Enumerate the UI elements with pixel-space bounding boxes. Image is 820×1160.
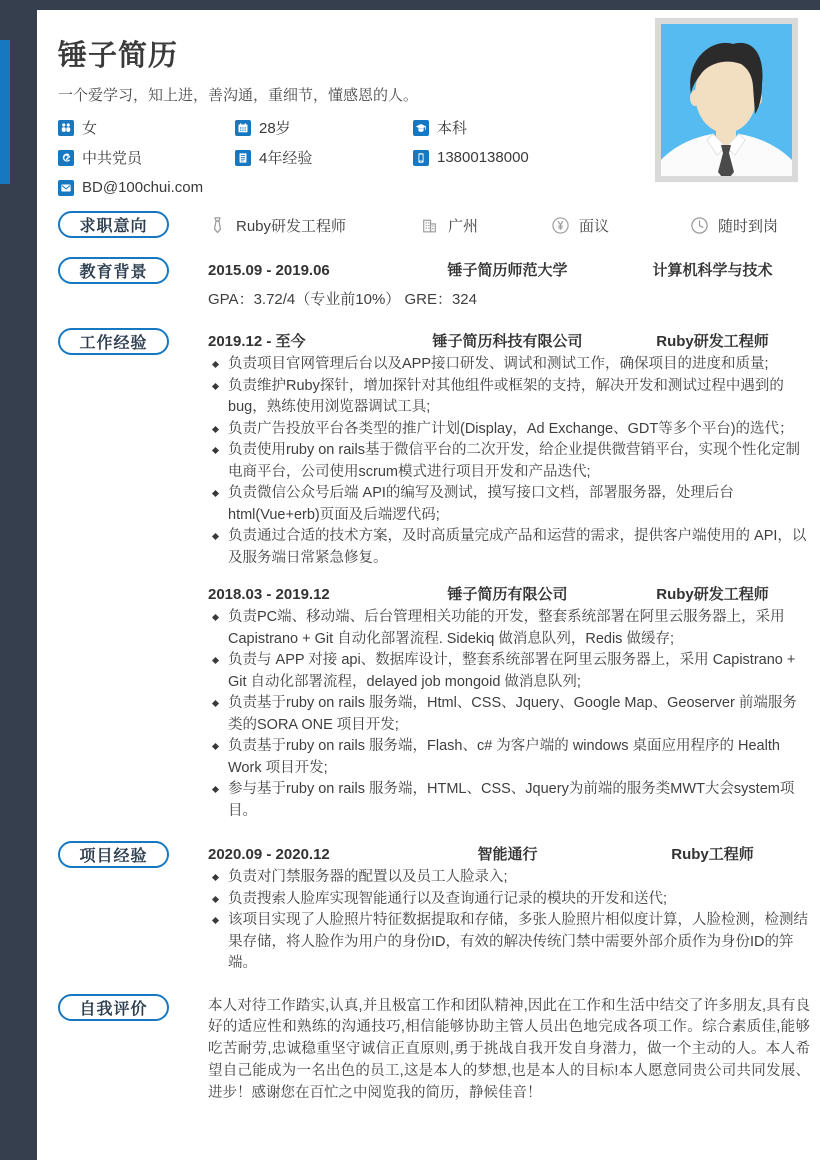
- info-political-status: [58, 148, 235, 167]
- candidate-tagline: 一个爱学习，知上进，善沟通，重细节，懂感恩的人。: [58, 87, 419, 104]
- section-title-project-experience: 项目经验: [58, 841, 169, 868]
- info-phone: [413, 148, 658, 167]
- salary-icon: [551, 216, 570, 235]
- resume-header: [58, 10, 810, 197]
- info-email: [58, 178, 235, 197]
- party-icon: [58, 150, 74, 166]
- intention-availability: [690, 215, 810, 236]
- work-bullet: 负责通过合适的技术方案，及时高质量完成产品和运营的需求，提供客户端使用的 API，以及服务端日常紧急修复。: [208, 526, 810, 569]
- section-title-education: 教育背景: [58, 257, 169, 284]
- candidate-name: 锤子简历: [58, 40, 179, 72]
- info-age: [235, 118, 413, 137]
- work-bullet-list: [208, 354, 810, 569]
- education-period: 2015.09 - 2019.06: [208, 262, 330, 279]
- project-bullet: 该项目实现了人脸照片特征数据提取和存储，多张人脸照片相似度计算，人脸检测，检测结果存储，将人脸作为用户的身份ID，有效的解决传统门禁中需要外部介质作为身份ID的笄端。: [208, 910, 810, 975]
- section-education: [58, 257, 810, 309]
- section-title-work-experience: 工作经验: [58, 328, 169, 355]
- project-name: 智能通行: [477, 846, 538, 863]
- profile-photo: [655, 18, 798, 182]
- project-bullet-list: [208, 867, 810, 975]
- intention-salary-label: 面议: [579, 218, 610, 235]
- basic-info-grid: [58, 118, 658, 197]
- intention-salary: [551, 215, 690, 236]
- work-entry: [208, 330, 810, 569]
- work-bullet: 负责PC端、移动端、后台管理相关功能的开发，整套系统部署在阿里云服务器上，采用 Capistrano + Git 自动化部署流程. Sidekiq 做消息队列，Redis 做缓存;: [208, 607, 810, 650]
- info-political-status-label: 中共党员: [82, 150, 143, 167]
- section-work-experience: [58, 328, 810, 822]
- work-bullet: 负责广告投放平台各类型的推广计划(Display，Ad Exchange、GDT等多个平台)的选代；: [208, 419, 810, 441]
- work-entry-header: [208, 330, 810, 351]
- work-company: 锤子简历有限公司: [447, 586, 568, 603]
- info-degree-label: 本科: [437, 120, 468, 137]
- project-bullet: 负责对门禁服务器的配置以及员工人脸录入;: [208, 867, 810, 889]
- section-self-evaluation: [58, 994, 810, 1105]
- work-entry: [208, 583, 810, 822]
- gender-icon: [58, 120, 74, 136]
- clock-icon: [690, 216, 709, 235]
- intention-position: [208, 215, 420, 236]
- education-entry-header: [208, 259, 810, 280]
- section-project-experience: [58, 841, 810, 975]
- intention-availability-label: 随时到岗: [718, 218, 779, 235]
- work-bullet: 负责微信公众号后端 API的编写及测试，摸写接口文档，部署服务器，处理后台html(Vue+erb)页面及后端逻代码;: [208, 483, 810, 526]
- info-experience-label: 4年经验: [259, 150, 313, 167]
- info-phone-label: 13800138000: [437, 149, 529, 166]
- education-detail: GPA：3.72/4（专业前10%） GRE：324: [208, 291, 477, 308]
- intention-city-label: 广州: [448, 218, 479, 235]
- work-bullet: 负责项目官网管理后台以及APP接口研发、调试和测试工作，确保项目的进度和质量;: [208, 354, 810, 376]
- info-age-label: 28岁: [259, 120, 291, 137]
- project-bullet: 负责搜索人脸库实现智能通行以及查询通行记录的模块的开发和送代;: [208, 889, 810, 911]
- self-evaluation-text: 本人对待工作踏实,认真,并且极富工作和团队精神,因此在工作和生活中结交了许多朋友,具有良好的适应性和熟练的沟通技巧,相信能够协助主管人员出色地完成各项工作。综合素质佳,能够吃苦耐劳,忠诚稳重坚守诚信正直原则,勇于挑战自我开发自身潜力，做一个主动的人。本人希望自己能成为一名出色的员工,这是本人的梦想,也是本人的目标!本人愿意同贵公司共同发展、进步！感谢您在百忙之中阅览我的简历，静候佳音！: [208, 997, 810, 1101]
- work-role: Ruby研发工程师: [656, 333, 769, 350]
- work-bullet: 参与基于ruby on rails 服务端，HTML、CSS、Jquery为前端的服务类MWT大会system项目。: [208, 779, 810, 822]
- email-icon: [58, 180, 74, 196]
- section-title-self-evaluation: 自我评价: [58, 994, 169, 1021]
- work-role: Ruby研发工程师: [656, 586, 769, 603]
- work-bullet: 负责基于ruby on rails 服务端，Html、CSS、Jquery、Google Map、Geoserver 前端服务类的SORA ONE 项目开发;: [208, 693, 810, 736]
- intention-position-label: Ruby研发工程师: [236, 218, 347, 235]
- top-bar: [0, 0, 820, 10]
- age-icon: [235, 120, 251, 136]
- info-email-label: BD@100chui.com: [82, 179, 204, 196]
- work-bullet: 负责与 APP 对接 api、数据库设计，整套系统部署在阿里云服务器上，采用 Capistrano + Git 自动化部署流程，delayed job mongoid 做消息队列;: [208, 650, 810, 693]
- work-period: 2018.03 - 2019.12: [208, 586, 330, 603]
- education-major: 计算机科学与技术: [652, 262, 773, 279]
- section-title-job-intention: 求职意向: [58, 211, 169, 238]
- work-period: 2019.12 - 至今: [208, 333, 306, 350]
- work-entry-header: [208, 583, 810, 604]
- work-bullet-list: [208, 607, 810, 822]
- building-icon: [420, 216, 439, 235]
- tie-icon: [208, 216, 227, 235]
- info-degree: [413, 118, 658, 137]
- info-experience: [235, 148, 413, 167]
- education-icon: [413, 120, 429, 136]
- work-bullet: 负责维护Ruby探针，增加探针对其他组件或框架的支持，解决开发和测试过程中遇到的bug，熟练使用浏览器调试工具;: [208, 376, 810, 419]
- education-school: 锤子简历师范大学: [447, 262, 568, 279]
- info-gender: [58, 118, 235, 137]
- project-period: 2020.09 - 2020.12: [208, 846, 330, 863]
- job-intention-row: [208, 213, 810, 238]
- work-bullet: 负责使用ruby on rails基于微信平台的二次开发，给企业提供微营销平台，实现个性化定制电商平台，公司使用scrum模式进行项目开发和产品迭代;: [208, 440, 810, 483]
- work-company: 锤子简历科技有限公司: [432, 333, 583, 350]
- project-role: Ruby工程师: [671, 846, 754, 863]
- info-gender-label: 女: [82, 120, 98, 137]
- project-entry-header: [208, 843, 810, 864]
- work-bullet: 负责基于ruby on rails 服务端，Flash、c# 为客户端的 windows 桌面应用程序的 Health Work 项目开发;: [208, 736, 810, 779]
- experience-icon: [235, 150, 251, 166]
- resume-page: [37, 10, 820, 1123]
- phone-icon: [413, 150, 429, 166]
- left-accent-bar: [0, 40, 10, 184]
- section-job-intention: [58, 211, 810, 238]
- intention-city: [420, 215, 551, 236]
